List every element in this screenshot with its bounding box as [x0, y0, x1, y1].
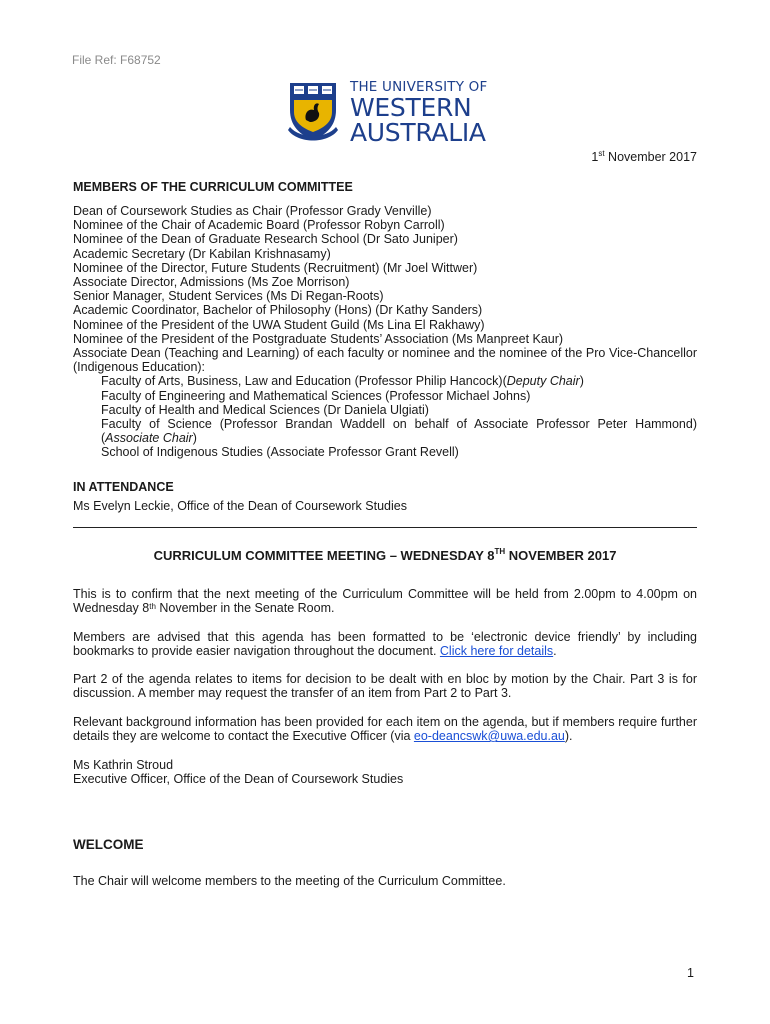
faculty-item: Faculty of Engineering and Mathematical Sciences (Professor Michael Johns) — [101, 388, 531, 403]
p4-text-b: ). — [564, 729, 573, 744]
university-name-line1: THE UNIVERSITY OF — [350, 79, 488, 95]
member-item: Nominee of the Chair of Academic Board (Professor Robyn Carroll) — [73, 218, 445, 233]
faculty-arts: Faculty of Arts, Business, Law and Education (Professor Philip Hancock)( — [101, 374, 507, 389]
deputy-chair-role: Deputy Chair — [506, 374, 580, 389]
university-name-line3: AUSTRALIA — [350, 118, 486, 147]
date-suffix: st — [598, 149, 605, 158]
member-item: Dean of Coursework Studies as Chair (Professor Grady Venville) — [73, 204, 432, 218]
member-item: Nominee of the President of the Postgraduate Students’ Association (Ms Manpreet Kaur) — [73, 331, 564, 346]
meeting-paragraph-1 — [73, 587, 697, 615]
welcome-text: The Chair will welcome members to the meeting of the Curriculum Committee. — [73, 874, 506, 888]
faculty-item — [73, 417, 697, 445]
date-day: 1 — [591, 150, 599, 164]
meeting-paragraph-2 — [73, 630, 697, 658]
p1-sup: th — [149, 602, 156, 612]
faculty-item — [73, 374, 697, 388]
attendance-text: Ms Evelyn Leckie, Office of the Dean of Coursework Studies — [73, 499, 407, 513]
members-heading: MEMBERS OF THE CURRICULUM COMMITTEE — [73, 180, 353, 194]
associate-chair-role: Associate Chair — [105, 431, 193, 446]
welcome-heading: WELCOME — [73, 837, 144, 852]
p4-text-a: Relevant background information has been provided for each item on the agenda, but if members require further details they are welcome to contact the Executive Officer (via — [73, 715, 697, 744]
p2-text-b: . — [553, 644, 557, 659]
member-item: Associate Director, Admissions (Ms Zoe Morrison) — [73, 275, 350, 290]
section-divider — [73, 527, 697, 528]
faculty-item: School of Indigenous Studies (Associate Professor Grant Revell) — [101, 445, 459, 460]
signature-name: Ms Kathrin Stroud — [73, 758, 174, 772]
member-item: Nominee of the Dean of Graduate Research School (Dr Sato Juniper) — [73, 232, 458, 247]
faculty-item: Faculty of Health and Medical Sciences (Dr Daniela Ulgiati) — [101, 402, 429, 417]
file-reference: File Ref: F68752 — [72, 53, 161, 67]
meeting-title-sup: TH — [494, 547, 506, 556]
faculty-arts-close: ) — [579, 374, 584, 389]
member-item: Nominee of the President of the UWA Student Guild (Ms Lina El Rakhawy) — [73, 317, 485, 332]
members-list — [73, 204, 697, 460]
university-name — [350, 80, 487, 145]
meeting-paragraph-3: Part 2 of the agenda relates to items for decision to be dealt with en bloc by motion by the Chair. Part 3 is for discussion. A member may request the transfer of an item from Part 2 to Part 3. — [73, 672, 697, 701]
attendance-heading: IN ATTENDANCE — [73, 480, 174, 494]
date-rest: November 2017 — [604, 150, 697, 164]
member-item: Academic Coordinator, Bachelor of Philosophy (Hons) (Dr Kathy Sanders) — [73, 303, 483, 318]
member-item: Nominee of the Director, Future Students (Recruitment) (Mr Joel Wittwer) — [73, 260, 478, 275]
university-logo — [286, 80, 496, 146]
document-date — [591, 150, 697, 164]
p1-text-b: November in the Senate Room. — [155, 601, 335, 616]
meeting-title-pre: CURRICULUM COMMITTEE MEETING – WEDNESDAY 8 — [153, 548, 495, 563]
university-crest-icon — [286, 80, 340, 146]
member-item: Academic Secretary (Dr Kabilan Krishnasamy) — [73, 246, 331, 261]
meeting-title-post: NOVEMBER 2017 — [505, 548, 617, 563]
signature-block — [73, 758, 403, 786]
member-item: Associate Dean (Teaching and Learning) of each faculty or nominee and the nominee of the Pro Vice-Chancellor (Indigenous Education): — [73, 346, 697, 375]
faculty-science: Faculty of Science (Professor Brandan Waddell on behalf of Associate Professor Peter Hammond) ( — [101, 417, 697, 446]
page-number: 1 — [687, 966, 694, 980]
signature-title: Executive Officer, Office of the Dean of Coursework Studies — [73, 772, 404, 787]
p2-text-a: Members are advised that this agenda has been formatted to be ‘electronic device friendly’ by including bookmarks to provide easier navigation throughout the document. — [73, 630, 697, 659]
faculty-science-close: ) — [192, 431, 197, 446]
meeting-title — [73, 548, 697, 563]
email-link[interactable]: eo-deancswk@uwa.edu.au — [413, 729, 565, 744]
member-item: Senior Manager, Student Services (Ms Di Regan-Roots) — [73, 289, 384, 304]
university-name-line2: WESTERN — [350, 93, 472, 122]
meeting-paragraph-4 — [73, 715, 697, 743]
details-link[interactable]: Click here for details — [439, 644, 554, 659]
p1-text-a: This is to confirm that the next meeting of the Curriculum Committee will be held from 2.00pm to 4.00pm on Wednesday 8 — [73, 587, 697, 616]
